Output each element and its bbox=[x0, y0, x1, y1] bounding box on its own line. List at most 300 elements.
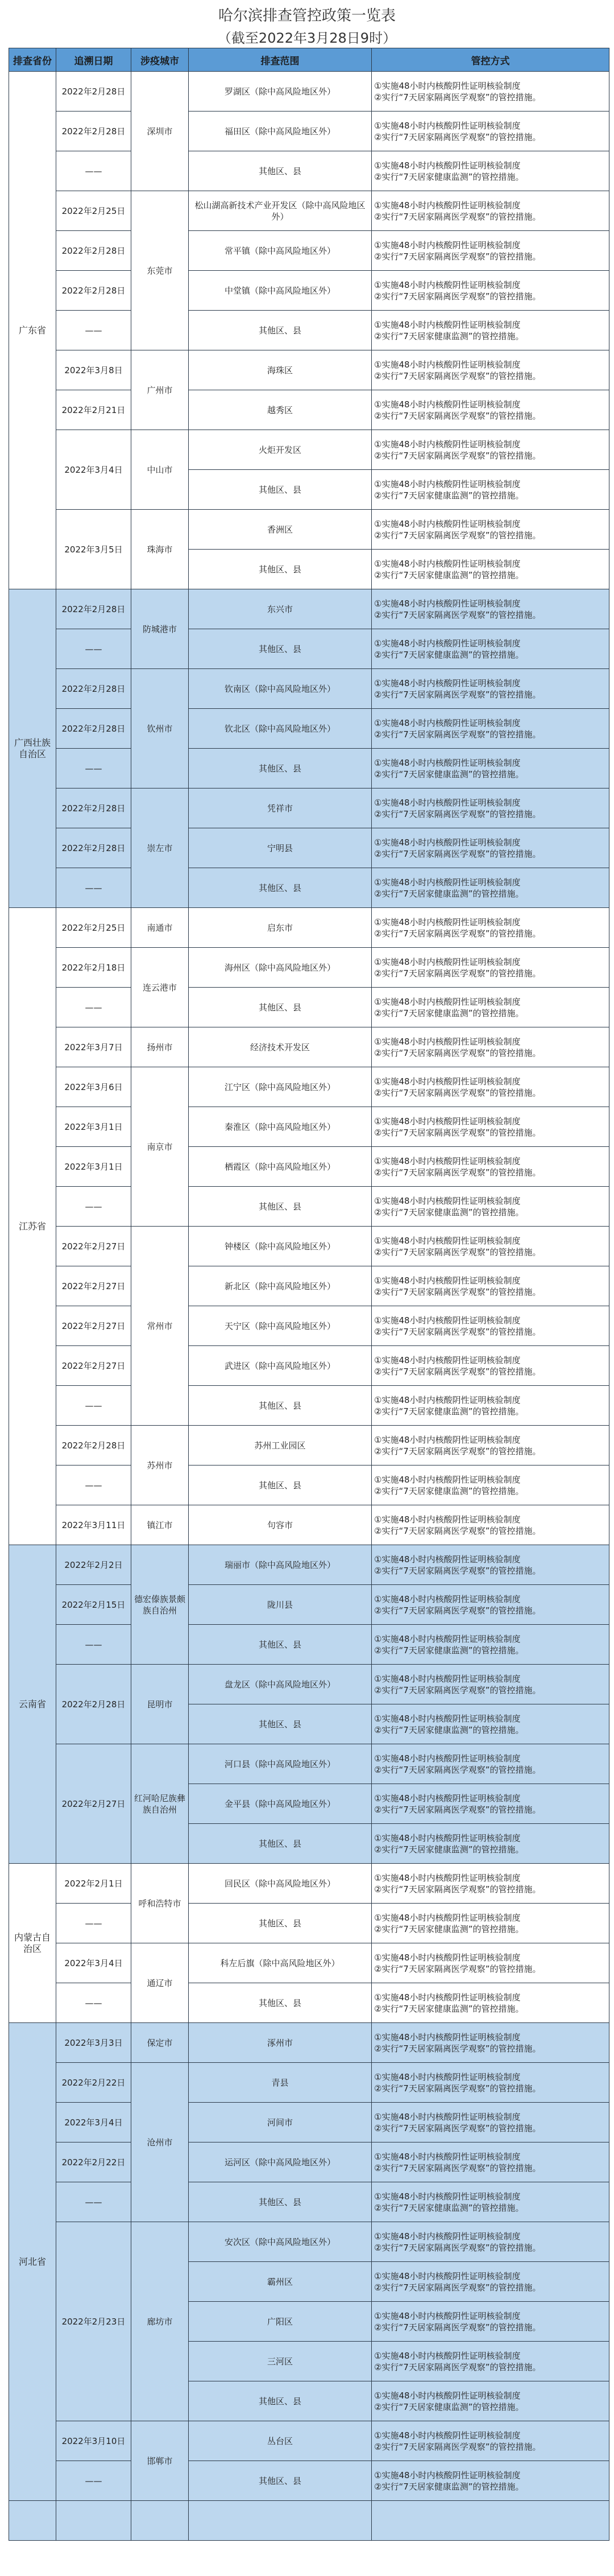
measures-cell bbox=[372, 2222, 609, 2262]
measures-cell bbox=[372, 1983, 609, 2023]
scope-cell: 苏州工业园区 bbox=[189, 1426, 372, 1465]
measure-line-2: ②实行“7天居家隔离医学观察”的管控措施。 bbox=[374, 2441, 541, 2452]
measures-cell bbox=[372, 868, 609, 908]
empty-cell bbox=[131, 2501, 189, 2541]
date-cell: 2022年3月10日 bbox=[56, 2421, 131, 2461]
measures-cell bbox=[372, 1505, 609, 1545]
measure-line-1: ①实施48小时内核酸阴性证明核验制度 bbox=[374, 1713, 521, 1724]
measure-line-2: ②实行“7天居家健康监测”的管控措施。 bbox=[374, 1406, 524, 1417]
measure-line-2: ②实行“7天居家隔离医学观察”的管控措施。 bbox=[374, 291, 541, 302]
measure-line-2: ②实行“7天居家健康监测”的管控措施。 bbox=[374, 1645, 524, 1656]
measure-line-2: ②实行“7天居家健康监测”的管控措施。 bbox=[374, 1008, 524, 1018]
date-cell: 2022年3月1日 bbox=[56, 1147, 131, 1187]
city-cell: 沧州市 bbox=[131, 2063, 189, 2222]
measure-line-1: ①实施48小时内核酸阴性证明核验制度 bbox=[374, 2191, 521, 2202]
table-body bbox=[9, 72, 609, 2541]
table-row bbox=[9, 1306, 609, 1346]
scope-cell: 河间市 bbox=[189, 2103, 372, 2142]
measure-line-1: ①实施48小时内核酸阴性证明核验制度 bbox=[374, 1872, 521, 1883]
measure-line-1: ①实施48小时内核酸阴性证明核验制度 bbox=[374, 200, 521, 210]
date-cell: 2022年2月25日 bbox=[56, 191, 131, 231]
city-cell: 深圳市 bbox=[131, 72, 189, 191]
date-cell: —— bbox=[56, 1386, 131, 1426]
measure-line-2: ②实行“7天居家隔离医学观察”的管控措施。 bbox=[374, 211, 541, 222]
measure-line-2: ②实行“7天居家隔离医学观察”的管控措施。 bbox=[374, 609, 541, 620]
measure-line-1: ①实施48小时内核酸阴性证明核验制度 bbox=[374, 2111, 521, 2122]
scope-cell: 海珠区 bbox=[189, 350, 372, 390]
city-cell: 钦州市 bbox=[131, 669, 189, 789]
scope-cell: 涿州市 bbox=[189, 2023, 372, 2063]
measures-cell bbox=[372, 1545, 609, 1585]
measures-cell bbox=[372, 1107, 609, 1147]
table-row bbox=[9, 2063, 609, 2103]
measure-line-2: ②实行“7天居家隔离医学观察”的管控措施。 bbox=[374, 928, 541, 939]
measure-line-2: ②实行“7天居家隔离医学观察”的管控措施。 bbox=[374, 2043, 541, 2054]
table-row bbox=[9, 1426, 609, 1465]
scope-cell: 钦南区（除中高风险地区外） bbox=[189, 669, 372, 709]
measure-line-1: ①实施48小时内核酸阴性证明核验制度 bbox=[374, 120, 521, 131]
measure-line-2: ②实行“7天居家隔离医学观察”的管控措施。 bbox=[374, 1366, 541, 1377]
date-cell: —— bbox=[56, 988, 131, 1027]
scope-cell: 栖霞区（除中高风险地区外） bbox=[189, 1147, 372, 1187]
date-cell: 2022年2月22日 bbox=[56, 2063, 131, 2103]
scope-cell: 句容市 bbox=[189, 1505, 372, 1545]
measures-cell bbox=[372, 1306, 609, 1346]
table-row bbox=[9, 709, 609, 749]
table-row bbox=[9, 948, 609, 988]
scope-cell: 钦北区（除中高风险地区外） bbox=[189, 709, 372, 749]
table-row bbox=[9, 151, 609, 191]
measure-line-1: ①实施48小时内核酸阴性证明核验制度 bbox=[374, 1992, 521, 2003]
header-date: 追溯日期 bbox=[56, 48, 131, 72]
measures-cell bbox=[372, 948, 609, 988]
measure-line-2: ②实行“7天居家隔离医学观察”的管控措施。 bbox=[374, 1047, 541, 1058]
measure-line-1: ①实施48小时内核酸阴性证明核验制度 bbox=[374, 638, 521, 649]
measure-line-1: ①实施48小时内核酸阴性证明核验制度 bbox=[374, 1474, 521, 1485]
measure-line-1: ①实施48小时内核酸阴性证明核验制度 bbox=[374, 240, 521, 250]
measure-line-2: ②实行“7天居家隔离医学观察”的管控措施。 bbox=[374, 1804, 541, 1815]
measure-line-1: ①实施48小时内核酸阴性证明核验制度 bbox=[374, 2430, 521, 2441]
date-cell: 2022年2月28日 bbox=[56, 72, 131, 112]
measure-line-1: ①实施48小时内核酸阴性证明核验制度 bbox=[374, 2270, 521, 2281]
measure-line-1: ①实施48小时内核酸阴性证明核验制度 bbox=[374, 956, 521, 967]
date-cell: —— bbox=[56, 1904, 131, 1943]
measure-line-2: ②实行“7天居家隔离医学观察”的管控措施。 bbox=[374, 1685, 541, 1695]
measure-line-2: ②实行“7天居家健康监测”的管控措施。 bbox=[374, 1207, 524, 1217]
scope-cell: 香洲区 bbox=[189, 510, 372, 550]
measure-line-1: ①实施48小时内核酸阴性证明核验制度 bbox=[374, 1355, 521, 1365]
table-row bbox=[9, 1904, 609, 1943]
measures-cell bbox=[372, 1067, 609, 1107]
scope-cell: 其他区、县 bbox=[189, 868, 372, 908]
measure-line-2: ②实行“7天居家隔离医学观察”的管控措施。 bbox=[374, 2282, 541, 2293]
measure-line-1: ①实施48小时内核酸阴性证明核验制度 bbox=[374, 1155, 521, 1166]
scope-cell: 安次区（除中高风险地区外） bbox=[189, 2222, 372, 2262]
measure-line-1: ①实施48小时内核酸阴性证明核验制度 bbox=[374, 1912, 521, 1923]
measures-cell bbox=[372, 1027, 609, 1067]
scope-cell: 东兴市 bbox=[189, 589, 372, 629]
date-cell: 2022年3月4日 bbox=[56, 2103, 131, 2142]
measure-line-1: ①实施48小时内核酸阴性证明核验制度 bbox=[374, 1594, 521, 1604]
measure-line-1: ①实施48小时内核酸阴性证明核验制度 bbox=[374, 2032, 521, 2042]
scope-cell: 中堂镇（除中高风险地区外） bbox=[189, 271, 372, 311]
scope-cell: 其他区、县 bbox=[189, 470, 372, 510]
table-row bbox=[9, 1107, 609, 1147]
table-row bbox=[9, 2103, 609, 2142]
measures-cell bbox=[372, 390, 609, 430]
table-row bbox=[9, 1027, 609, 1067]
measures-cell bbox=[372, 2182, 609, 2222]
scope-cell: 盘龙区（除中高风险地区外） bbox=[189, 1665, 372, 1704]
scope-cell: 河口县（除中高风险地区外） bbox=[189, 1744, 372, 1784]
measure-line-1: ①实施48小时内核酸阴性证明核验制度 bbox=[374, 359, 521, 370]
measure-line-2: ②实行“7天居家健康监测”的管控措施。 bbox=[374, 569, 524, 580]
date-cell: —— bbox=[56, 1187, 131, 1227]
scope-cell: 霸州区 bbox=[189, 2262, 372, 2302]
date-cell: 2022年3月8日 bbox=[56, 350, 131, 390]
measure-line-2: ②实行“7天居家隔离医学观察”的管控措施。 bbox=[374, 251, 541, 262]
date-cell: 2022年2月21日 bbox=[56, 390, 131, 430]
table-row bbox=[9, 311, 609, 350]
measures-cell bbox=[372, 1824, 609, 1864]
measures-cell bbox=[372, 470, 609, 510]
measure-line-2: ②实行“7天居家隔离医学观察”的管控措施。 bbox=[374, 1525, 541, 1536]
scope-cell: 福田区（除中高风险地区外） bbox=[189, 112, 372, 151]
measure-line-1: ①实施48小时内核酸阴性证明核验制度 bbox=[374, 1195, 521, 1206]
measure-line-1: ①实施48小时内核酸阴性证明核验制度 bbox=[374, 1514, 521, 1525]
date-cell: 2022年2月27日 bbox=[56, 1266, 131, 1306]
measure-line-1: ①实施48小时内核酸阴性证明核验制度 bbox=[374, 478, 521, 489]
measure-line-2: ②实行“7天居家健康监测”的管控措施。 bbox=[374, 1485, 524, 1496]
scope-cell: 火炬开发区 bbox=[189, 430, 372, 470]
date-cell: 2022年3月6日 bbox=[56, 1067, 131, 1107]
measures-cell bbox=[372, 2023, 609, 2063]
measure-line-1: ①实施48小时内核酸阴性证明核验制度 bbox=[374, 1673, 521, 1684]
measure-line-1: ①实施48小时内核酸阴性证明核验制度 bbox=[374, 877, 521, 887]
city-cell: 红河哈尼族彝族自治州 bbox=[131, 1744, 189, 1864]
scope-cell: 其他区、县 bbox=[189, 151, 372, 191]
scope-cell: 其他区、县 bbox=[189, 311, 372, 350]
date-cell: —— bbox=[56, 2182, 131, 2222]
measure-line-2: ②实行“7天居家隔离医学观察”的管控措施。 bbox=[374, 1127, 541, 1138]
table-row bbox=[9, 390, 609, 430]
table-row bbox=[9, 350, 609, 390]
table-row bbox=[9, 1983, 609, 2023]
measures-cell bbox=[372, 311, 609, 350]
measures-cell bbox=[372, 828, 609, 868]
measure-line-2: ②实行“7天居家隔离医学观察”的管控措施。 bbox=[374, 370, 541, 381]
measure-line-1: ①实施48小时内核酸阴性证明核验制度 bbox=[374, 279, 521, 290]
measure-line-2: ②实行“7天居家隔离医学观察”的管控措施。 bbox=[374, 1446, 541, 1456]
province-cell: 内蒙古自治区 bbox=[9, 1864, 56, 2023]
measures-cell bbox=[372, 1187, 609, 1227]
measure-line-1: ①实施48小时内核酸阴性证明核验制度 bbox=[374, 439, 521, 449]
table-row bbox=[9, 1227, 609, 1266]
measures-cell bbox=[372, 1704, 609, 1744]
measure-line-2: ②实行“7天居家隔离医学观察”的管控措施。 bbox=[374, 92, 541, 102]
scope-cell: 其他区、县 bbox=[189, 988, 372, 1027]
measures-cell bbox=[372, 629, 609, 669]
date-cell: 2022年2月28日 bbox=[56, 789, 131, 828]
page-subtitle: （截至2022年3月28日9时） bbox=[217, 30, 397, 46]
measure-line-1: ①实施48小时内核酸阴性证明核验制度 bbox=[374, 1036, 521, 1047]
measure-line-2: ②实行“7天居家隔离医学观察”的管控措施。 bbox=[374, 2123, 541, 2133]
measures-cell bbox=[372, 1465, 609, 1505]
table-header-row bbox=[9, 48, 609, 72]
scope-cell: 宁明县 bbox=[189, 828, 372, 868]
table-row bbox=[9, 2461, 609, 2501]
measures-cell bbox=[372, 2421, 609, 2461]
scope-cell: 武进区（除中高风险地区外） bbox=[189, 1346, 372, 1386]
date-cell: 2022年2月2日 bbox=[56, 1545, 131, 1585]
table-row bbox=[9, 112, 609, 151]
table-row bbox=[9, 1266, 609, 1306]
scope-cell: 天宁区（除中高风险地区外） bbox=[189, 1306, 372, 1346]
measures-cell bbox=[372, 1625, 609, 1665]
header-measures: 管控方式 bbox=[372, 48, 609, 72]
measure-line-1: ①实施48小时内核酸阴性证明核验制度 bbox=[374, 1952, 521, 1963]
scope-cell: 凭祥市 bbox=[189, 789, 372, 828]
province-cell: 河北省 bbox=[9, 2023, 56, 2501]
date-cell: 2022年2月27日 bbox=[56, 1346, 131, 1386]
province-cell: 江苏省 bbox=[9, 908, 56, 1545]
table-row bbox=[9, 1505, 609, 1545]
measures-cell bbox=[372, 1904, 609, 1943]
measure-line-2: ②实行“7天居家健康监测”的管控措施。 bbox=[374, 2481, 524, 2492]
city-cell: 中山市 bbox=[131, 430, 189, 510]
measure-line-2: ②实行“7天居家隔离医学观察”的管控措施。 bbox=[374, 1326, 541, 1337]
measure-line-2: ②实行“7天居家隔离医学观察”的管控措施。 bbox=[374, 968, 541, 979]
city-cell: 南通市 bbox=[131, 908, 189, 948]
measure-line-1: ①实施48小时内核酸阴性证明核验制度 bbox=[374, 598, 521, 609]
measure-line-2: ②实行“7天居家隔离医学观察”的管控措施。 bbox=[374, 2162, 541, 2173]
measures-cell bbox=[372, 1744, 609, 1784]
measures-cell bbox=[372, 1346, 609, 1386]
date-cell: 2022年2月22日 bbox=[56, 2142, 131, 2182]
city-cell: 苏州市 bbox=[131, 1426, 189, 1505]
scope-cell: 其他区、县 bbox=[189, 1824, 372, 1864]
date-cell: 2022年3月3日 bbox=[56, 2023, 131, 2063]
scope-cell: 丛台区 bbox=[189, 2421, 372, 2461]
measures-cell bbox=[372, 350, 609, 390]
measures-cell bbox=[372, 430, 609, 470]
measures-cell bbox=[372, 2262, 609, 2302]
measures-cell bbox=[372, 2461, 609, 2501]
date-cell: —— bbox=[56, 1983, 131, 2023]
city-cell: 常州市 bbox=[131, 1227, 189, 1426]
measure-line-2: ②实行“7天居家隔离医学观察”的管控措施。 bbox=[374, 689, 541, 700]
city-cell: 防城港市 bbox=[131, 589, 189, 669]
date-cell: 2022年3月4日 bbox=[56, 1943, 131, 1983]
city-cell: 连云港市 bbox=[131, 948, 189, 1027]
date-cell: —— bbox=[56, 1465, 131, 1505]
page-title: 哈尔滨排查管控政策一览表 bbox=[218, 7, 396, 24]
date-cell: 2022年2月28日 bbox=[56, 1426, 131, 1465]
table-row bbox=[9, 271, 609, 311]
scope-cell: 罗湖区（除中高风险地区外） bbox=[189, 72, 372, 112]
scope-cell: 经济技术开发区 bbox=[189, 1027, 372, 1067]
measure-line-1: ①实施48小时内核酸阴性证明核验制度 bbox=[374, 1275, 521, 1286]
measure-line-1: ①实施48小时内核酸阴性证明核验制度 bbox=[374, 2151, 521, 2162]
table-row bbox=[9, 749, 609, 789]
date-cell: —— bbox=[56, 2461, 131, 2501]
table-row bbox=[9, 589, 609, 629]
city-cell: 通辽市 bbox=[131, 1943, 189, 2023]
empty-cell bbox=[372, 2501, 609, 2541]
measure-line-1: ①实施48小时内核酸阴性证明核验制度 bbox=[374, 1315, 521, 1326]
scope-cell: 常平镇（除中高风险地区外） bbox=[189, 231, 372, 271]
measure-line-2: ②实行“7天居家健康监测”的管控措施。 bbox=[374, 331, 524, 341]
measure-line-1: ①实施48小时内核酸阴性证明核验制度 bbox=[374, 2071, 521, 2082]
scope-cell: 秦淮区（除中高风险地区外） bbox=[189, 1107, 372, 1147]
date-cell: —— bbox=[56, 629, 131, 669]
measure-line-1: ①实施48小时内核酸阴性证明核验制度 bbox=[374, 2231, 521, 2241]
measure-line-2: ②实行“7天居家隔离医学观察”的管控措施。 bbox=[374, 131, 541, 142]
header-city: 涉疫城市 bbox=[131, 48, 189, 72]
measure-line-2: ②实行“7天居家隔离医学观察”的管控措施。 bbox=[374, 1087, 541, 1098]
measure-line-1: ①实施48小时内核酸阴性证明核验制度 bbox=[374, 917, 521, 927]
province-cell: 广东省 bbox=[9, 72, 56, 589]
measures-cell bbox=[372, 112, 609, 151]
date-cell: 2022年2月28日 bbox=[56, 828, 131, 868]
table-row bbox=[9, 1744, 609, 1784]
measure-line-2: ②实行“7天居家健康监测”的管控措施。 bbox=[374, 490, 524, 501]
scope-cell: 其他区、县 bbox=[189, 550, 372, 589]
measure-line-2: ②实行“7天居家隔离医学观察”的管控措施。 bbox=[374, 1884, 541, 1894]
measure-line-2: ②实行“7天居家隔离医学观察”的管控措施。 bbox=[374, 1963, 541, 1974]
measure-line-1: ①实施48小时内核酸阴性证明核验制度 bbox=[374, 1753, 521, 1764]
measures-cell bbox=[372, 151, 609, 191]
date-cell: 2022年3月5日 bbox=[56, 510, 131, 589]
measure-line-1: ①实施48小时内核酸阴性证明核验制度 bbox=[374, 80, 521, 91]
date-cell: 2022年2月28日 bbox=[56, 231, 131, 271]
measure-line-1: ①实施48小时内核酸阴性证明核验制度 bbox=[374, 1076, 521, 1087]
measure-line-1: ①实施48小时内核酸阴性证明核验制度 bbox=[374, 1832, 521, 1843]
measures-cell bbox=[372, 709, 609, 749]
scope-cell: 其他区、县 bbox=[189, 1625, 372, 1665]
policy-table bbox=[9, 48, 609, 2541]
city-cell: 珠海市 bbox=[131, 510, 189, 589]
scope-cell: 钟楼区（除中高风险地区外） bbox=[189, 1227, 372, 1266]
date-cell: 2022年3月7日 bbox=[56, 1027, 131, 1067]
measure-line-1: ①实施48小时内核酸阴性证明核验制度 bbox=[374, 518, 521, 529]
measure-line-2: ②实行“7天居家隔离医学观察”的管控措施。 bbox=[374, 450, 541, 461]
scope-cell: 其他区、县 bbox=[189, 1386, 372, 1426]
scope-cell: 其他区、县 bbox=[189, 1465, 372, 1505]
measures-cell bbox=[372, 1784, 609, 1824]
table-row bbox=[9, 988, 609, 1027]
date-cell: 2022年2月28日 bbox=[56, 112, 131, 151]
table-row bbox=[9, 2222, 609, 2262]
measure-line-1: ①实施48小时内核酸阴性证明核验制度 bbox=[374, 1394, 521, 1405]
measure-line-2: ②实行“7天居家隔离医学观察”的管控措施。 bbox=[374, 2362, 541, 2372]
measures-cell bbox=[372, 2103, 609, 2142]
measure-line-2: ②实行“7天居家隔离医学观察”的管控措施。 bbox=[374, 1246, 541, 1257]
date-cell: —— bbox=[56, 311, 131, 350]
city-cell: 邯郸市 bbox=[131, 2421, 189, 2501]
city-cell: 崇左市 bbox=[131, 789, 189, 908]
measure-line-1: ①实施48小时内核酸阴性证明核验制度 bbox=[374, 399, 521, 410]
scope-cell: 其他区、县 bbox=[189, 1904, 372, 1943]
measures-cell bbox=[372, 1386, 609, 1426]
table-row bbox=[9, 191, 609, 231]
table-row bbox=[9, 1625, 609, 1665]
measures-cell bbox=[372, 1147, 609, 1187]
measure-line-1: ①实施48小时内核酸阴性证明核验制度 bbox=[374, 1633, 521, 1644]
province-cell: 广西壮族自治区 bbox=[9, 589, 56, 908]
scope-cell: 其他区、县 bbox=[189, 1187, 372, 1227]
measures-cell bbox=[372, 2381, 609, 2421]
empty-cell bbox=[9, 2501, 56, 2541]
measure-line-1: ①实施48小时内核酸阴性证明核验制度 bbox=[374, 996, 521, 1007]
measure-line-1: ①实施48小时内核酸阴性证明核验制度 bbox=[374, 1235, 521, 1246]
header-scope: 排查范围 bbox=[189, 48, 372, 72]
date-cell: 2022年2月28日 bbox=[56, 589, 131, 629]
table-row bbox=[9, 629, 609, 669]
city-cell: 扬州市 bbox=[131, 1027, 189, 1067]
table-row bbox=[9, 1864, 609, 1904]
measure-line-1: ①实施48小时内核酸阴性证明核验制度 bbox=[374, 1434, 521, 1445]
table-row bbox=[9, 1067, 609, 1107]
table-row bbox=[9, 1585, 609, 1625]
measure-line-2: ②实行“7天居家隔离医学观察”的管控措施。 bbox=[374, 1286, 541, 1297]
city-cell: 东莞市 bbox=[131, 191, 189, 350]
measure-line-2: ②实行“7天居家健康监测”的管控措施。 bbox=[374, 1923, 524, 1934]
scope-cell: 运河区（除中高风险地区外） bbox=[189, 2142, 372, 2182]
measure-line-1: ①实施48小时内核酸阴性证明核验制度 bbox=[374, 558, 521, 569]
scope-cell: 越秀区 bbox=[189, 390, 372, 430]
date-cell: 2022年3月1日 bbox=[56, 1107, 131, 1147]
scope-cell: 其他区、县 bbox=[189, 749, 372, 789]
measures-cell bbox=[372, 1864, 609, 1904]
date-cell: 2022年2月28日 bbox=[56, 271, 131, 311]
table-row bbox=[9, 1386, 609, 1426]
measure-line-1: ①实施48小时内核酸阴性证明核验制度 bbox=[374, 2350, 521, 2361]
measure-line-2: ②实行“7天居家隔离医学观察”的管控措施。 bbox=[374, 848, 541, 859]
city-cell: 昆明市 bbox=[131, 1665, 189, 1744]
measure-line-2: ②实行“7天居家隔离医学观察”的管控措施。 bbox=[374, 1764, 541, 1775]
date-cell: 2022年2月23日 bbox=[56, 2222, 131, 2421]
measure-line-2: ②实行“7天居家健康监测”的管控措施。 bbox=[374, 171, 524, 182]
measure-line-2: ②实行“7天居家隔离医学观察”的管控措施。 bbox=[374, 1605, 541, 1616]
city-cell: 保定市 bbox=[131, 2023, 189, 2063]
city-cell: 广州市 bbox=[131, 350, 189, 430]
measure-line-1: ①实施48小时内核酸阴性证明核验制度 bbox=[374, 2470, 521, 2480]
measures-cell bbox=[372, 1665, 609, 1704]
table-row-partial bbox=[9, 2501, 609, 2541]
scope-cell: 三河区 bbox=[189, 2342, 372, 2381]
measure-line-1: ①实施48小时内核酸阴性证明核验制度 bbox=[374, 678, 521, 688]
date-cell: 2022年2月28日 bbox=[56, 669, 131, 709]
measures-cell bbox=[372, 2063, 609, 2103]
measure-line-1: ①实施48小时内核酸阴性证明核验制度 bbox=[374, 1116, 521, 1126]
measures-cell bbox=[372, 988, 609, 1027]
date-cell: 2022年3月4日 bbox=[56, 430, 131, 510]
measures-cell bbox=[372, 1227, 609, 1266]
measure-line-1: ①实施48小时内核酸阴性证明核验制度 bbox=[374, 160, 521, 171]
measures-cell bbox=[372, 1943, 609, 1983]
table-row bbox=[9, 2421, 609, 2461]
measure-line-2: ②实行“7天居家健康监测”的管控措施。 bbox=[374, 1844, 524, 1855]
city-cell: 镇江市 bbox=[131, 1505, 189, 1545]
measures-cell bbox=[372, 1585, 609, 1625]
date-cell: —— bbox=[56, 749, 131, 789]
measure-line-2: ②实行“7天居家隔离医学观察”的管控措施。 bbox=[374, 1565, 541, 1576]
measure-line-1: ①实施48小时内核酸阴性证明核验制度 bbox=[374, 797, 521, 808]
measure-line-2: ②实行“7天居家隔离医学观察”的管控措施。 bbox=[374, 410, 541, 421]
measure-line-2: ②实行“7天居家健康监测”的管控措施。 bbox=[374, 2003, 524, 2014]
measure-line-2: ②实行“7天居家隔离医学观察”的管控措施。 bbox=[374, 2083, 541, 2094]
